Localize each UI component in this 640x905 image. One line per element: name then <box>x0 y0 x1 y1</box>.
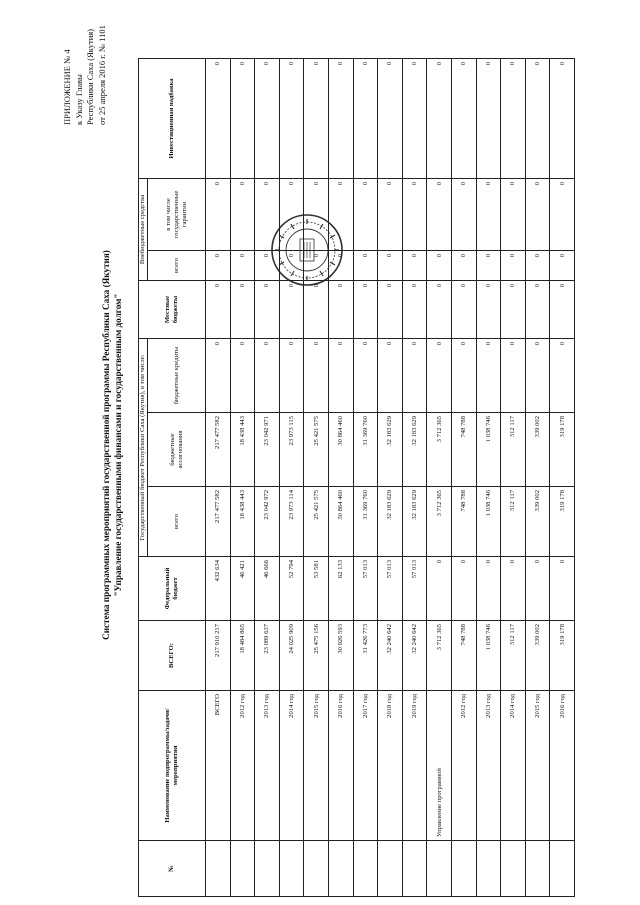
table-cell-name: 2014 год <box>501 691 526 841</box>
table-cell-rs-alloc: 25 421 575 <box>304 413 329 487</box>
table-cell-rs-alloc: 3 712 365 <box>427 413 452 487</box>
table-cell-extra-guarantee: 0 <box>501 179 526 251</box>
table-cell-local: 0 <box>304 281 329 339</box>
table-cell-rs-all: 30 864 460 <box>328 487 353 557</box>
table-cell-extra-guarantee: 0 <box>230 179 255 251</box>
table-cell-num <box>451 841 476 897</box>
table-cell-extra-guarantee: 0 <box>451 179 476 251</box>
table-cell-extra-guarantee: 0 <box>353 179 378 251</box>
table-cell-rs-credit: 0 <box>279 339 304 413</box>
table-cell-rs-credit: 0 <box>353 339 378 413</box>
table-cell-local: 0 <box>402 281 427 339</box>
table-cell-num <box>279 841 304 897</box>
table-cell-federal: 46 666 <box>255 557 280 621</box>
table-cell-federal: 0 <box>451 557 476 621</box>
table-cell-num <box>427 841 452 897</box>
table-cell-rs-alloc: 23 042 971 <box>255 413 280 487</box>
table-cell-federal: 0 <box>525 557 550 621</box>
document-title <box>100 25 124 865</box>
table-cell-federal: 432 634 <box>206 557 231 621</box>
table-cell-local: 0 <box>427 281 452 339</box>
title-line-2: "Управление государственными финансами и государственным долгом" <box>113 293 123 597</box>
table-cell-invest: 0 <box>206 59 231 179</box>
table-cell-extra-guarantee: 0 <box>328 179 353 251</box>
table-cell-invest: 0 <box>279 59 304 179</box>
header-invest: Инвестиционная надбавка <box>139 59 206 179</box>
table-cell-extra-all: 0 <box>550 251 575 281</box>
table-cell-federal: 0 <box>501 557 526 621</box>
table-cell-federal: 0 <box>476 557 501 621</box>
table-cell-rs-alloc: 312 117 <box>501 413 526 487</box>
table-cell-local: 0 <box>255 281 280 339</box>
table-body <box>206 59 575 897</box>
table-cell-federal: 0 <box>427 557 452 621</box>
table-cell-local: 0 <box>501 281 526 339</box>
table-cell-rs-all: 23 973 114 <box>279 487 304 557</box>
table-cell-name: 2015 год <box>525 691 550 841</box>
table-cell-num <box>402 841 427 897</box>
table-cell-rs-alloc: 18 438 443 <box>230 413 255 487</box>
table-cell-rs-credit: 0 <box>328 339 353 413</box>
table-cell-num <box>501 841 526 897</box>
header-extra: Внебюджетные средства <box>139 179 148 281</box>
table-cell-num <box>378 841 403 897</box>
table-cell-federal: 46 421 <box>230 557 255 621</box>
table-cell-name: 2015 год <box>304 691 329 841</box>
table-row <box>378 59 403 897</box>
table-cell-rs-credit: 0 <box>378 339 403 413</box>
table-cell-extra-guarantee: 0 <box>427 179 452 251</box>
table-cell-rs-credit: 0 <box>255 339 280 413</box>
table-cell-num <box>550 841 575 897</box>
table-row <box>230 59 255 897</box>
table-cell-local: 0 <box>550 281 575 339</box>
table-cell-name: ВСЕГО <box>206 691 231 841</box>
table-cell-rs-alloc: 30 864 460 <box>328 413 353 487</box>
table-cell-rs-credit: 0 <box>476 339 501 413</box>
header-total: ВСЕГО: <box>139 621 206 691</box>
title-line-1: Система программных мероприятий государственной программы Республики Саха (Якутия) <box>101 250 111 640</box>
table-row <box>402 59 427 897</box>
table-cell-invest: 0 <box>255 59 280 179</box>
table-cell-rs-all: 748 788 <box>451 487 476 557</box>
table-cell-rs-all: 23 042 972 <box>255 487 280 557</box>
table-cell-invest: 0 <box>402 59 427 179</box>
header-num: № <box>139 841 206 897</box>
table-cell-extra-guarantee: 0 <box>476 179 501 251</box>
table-cell-rs-alloc: 1 038 746 <box>476 413 501 487</box>
table-cell-rs-credit: 0 <box>206 339 231 413</box>
table-cell-rs-credit: 0 <box>501 339 526 413</box>
table-cell-extra-guarantee: 0 <box>402 179 427 251</box>
table-cell-invest: 0 <box>378 59 403 179</box>
table-cell-rs-alloc: 31 369 760 <box>353 413 378 487</box>
table-cell-name: 2016 год <box>328 691 353 841</box>
table-cell-local: 0 <box>378 281 403 339</box>
table-cell-extra-all: 0 <box>501 251 526 281</box>
table-cell-rs-all: 32 183 629 <box>378 487 403 557</box>
table-cell-num <box>304 841 329 897</box>
table-cell-num <box>476 841 501 897</box>
table-cell-local: 0 <box>230 281 255 339</box>
table-cell-total: 319 178 <box>550 621 575 691</box>
header-rs-budget: Государственный бюджет Республики Саха (Якутия), в том числе: <box>139 339 148 557</box>
table-cell-invest: 0 <box>304 59 329 179</box>
header-extra-guarantee: в том числе государственные гарантии <box>148 179 206 251</box>
table-cell-num <box>328 841 353 897</box>
table-cell-name: 2016 год <box>550 691 575 841</box>
table-cell-extra-guarantee: 0 <box>525 179 550 251</box>
table-cell-rs-all: 32 183 629 <box>402 487 427 557</box>
table-cell-federal: 52 794 <box>279 557 304 621</box>
table-cell-rs-alloc: 339 002 <box>525 413 550 487</box>
table-cell-invest: 0 <box>476 59 501 179</box>
header-rs-alloc: бюджетные ассигнования <box>148 413 206 487</box>
table-cell-rs-credit: 0 <box>550 339 575 413</box>
table-row <box>501 59 526 897</box>
table-cell-invest: 0 <box>230 59 255 179</box>
table-cell-invest: 0 <box>451 59 476 179</box>
table-cell-local: 0 <box>279 281 304 339</box>
header-local: Местные бюджеты <box>139 281 206 339</box>
table-cell-name: 2012 год <box>230 691 255 841</box>
table-row <box>427 59 452 897</box>
table-cell-extra-guarantee: 0 <box>378 179 403 251</box>
header-rs-all: всего <box>148 487 206 557</box>
table-cell-name: 2019 год <box>402 691 427 841</box>
table-cell-rs-credit: 0 <box>451 339 476 413</box>
table-cell-rs-credit: 0 <box>525 339 550 413</box>
table-cell-invest: 0 <box>501 59 526 179</box>
table-cell-rs-alloc: 32 183 629 <box>378 413 403 487</box>
header-extra-all: всего <box>148 251 206 281</box>
table-cell-rs-alloc: 217 477 582 <box>206 413 231 487</box>
appendix-line: Республики Саха (Якутия) <box>85 28 95 125</box>
table-cell-rs-alloc: 32 183 629 <box>402 413 427 487</box>
table-cell-rs-credit: 0 <box>304 339 329 413</box>
table-cell-total: 1 038 746 <box>476 621 501 691</box>
table-cell-extra-guarantee: 0 <box>279 179 304 251</box>
table-cell-num <box>206 841 231 897</box>
data-table <box>138 58 575 897</box>
table-row <box>476 59 501 897</box>
table-cell-rs-all: 25 421 575 <box>304 487 329 557</box>
appendix-line: от 25 апреля 2016 г. № 1101 <box>96 25 107 125</box>
table-cell-invest: 0 <box>353 59 378 179</box>
table-cell-rs-all: 18 438 443 <box>230 487 255 557</box>
table-cell-name: 2017 год <box>353 691 378 841</box>
table-cell-rs-alloc: 319 178 <box>550 413 575 487</box>
program-measures-table <box>138 59 575 897</box>
table-cell-total: 32 240 642 <box>402 621 427 691</box>
table-cell-rs-all: 31 369 760 <box>353 487 378 557</box>
table-cell-rs-credit: 0 <box>427 339 452 413</box>
table-cell-federal: 62 133 <box>328 557 353 621</box>
table-cell-local: 0 <box>206 281 231 339</box>
table-cell-total: 217 910 217 <box>206 621 231 691</box>
table-row <box>328 59 353 897</box>
table-cell-rs-credit: 0 <box>402 339 427 413</box>
table-cell-extra-all: 0 <box>206 251 231 281</box>
table-cell-total: 748 788 <box>451 621 476 691</box>
table-cell-federal: 53 581 <box>304 557 329 621</box>
table-cell-extra-guarantee: 0 <box>255 179 280 251</box>
table-cell-total: 339 002 <box>525 621 550 691</box>
table-cell-extra-guarantee: 0 <box>550 179 575 251</box>
table-cell-rs-alloc: 748 788 <box>451 413 476 487</box>
header-federal: Федеральный бюджет <box>139 557 206 621</box>
table-row <box>255 59 280 897</box>
table-cell-invest: 0 <box>427 59 452 179</box>
table-row <box>550 59 575 897</box>
table-cell-total: 24 025 909 <box>279 621 304 691</box>
table-cell-local: 0 <box>451 281 476 339</box>
table-cell-rs-all: 1 038 746 <box>476 487 501 557</box>
table-cell-extra-all: 0 <box>476 251 501 281</box>
appendix-line: ПРИЛОЖЕНИЕ № 4 <box>62 49 72 125</box>
table-cell-federal: 0 <box>550 557 575 621</box>
table-cell-extra-all: 0 <box>402 251 427 281</box>
table-cell-num <box>525 841 550 897</box>
table-cell-invest: 0 <box>525 59 550 179</box>
table-cell-extra-all: 0 <box>451 251 476 281</box>
header-name: Наименование подпрограммы/задачи/мероприятия <box>139 691 206 841</box>
table-cell-invest: 0 <box>550 59 575 179</box>
table-cell-federal: 57 013 <box>353 557 378 621</box>
table-cell-extra-guarantee: 0 <box>304 179 329 251</box>
table-cell-extra-all: 0 <box>304 251 329 281</box>
table-cell-rs-all: 319 178 <box>550 487 575 557</box>
table-cell-total: 23 089 637 <box>255 621 280 691</box>
table-cell-extra-all: 0 <box>427 251 452 281</box>
table-row <box>353 59 378 897</box>
table-row <box>525 59 550 897</box>
table-cell-num <box>255 841 280 897</box>
table-cell-num <box>230 841 255 897</box>
table-cell-rs-all: 312 117 <box>501 487 526 557</box>
table-cell-rs-credit: 0 <box>230 339 255 413</box>
table-row <box>451 59 476 897</box>
table-cell-federal: 57 013 <box>378 557 403 621</box>
table-cell-rs-alloc: 23 973 115 <box>279 413 304 487</box>
appendix-line: к Указу Главы <box>73 74 84 125</box>
table-cell-local: 0 <box>525 281 550 339</box>
table-cell-invest: 0 <box>328 59 353 179</box>
table-cell-name: 2013 год <box>255 691 280 841</box>
table-cell-name: 2013 год <box>476 691 501 841</box>
table-cell-rs-all: 217 477 582 <box>206 487 231 557</box>
table-cell-total: 30 926 593 <box>328 621 353 691</box>
table-cell-rs-all: 339 002 <box>525 487 550 557</box>
table-cell-rs-all: 3 712 365 <box>427 487 452 557</box>
table-row <box>304 59 329 897</box>
table-cell-local: 0 <box>353 281 378 339</box>
table-cell-name: 2018 год <box>378 691 403 841</box>
table-cell-name: Управление программой <box>427 691 452 841</box>
table-cell-extra-all: 0 <box>255 251 280 281</box>
table-row <box>206 59 231 897</box>
table-cell-local: 0 <box>328 281 353 339</box>
table-cell-name: 2014 год <box>279 691 304 841</box>
table-cell-total: 3 712 365 <box>427 621 452 691</box>
header-rs-credit: бюджетные кредиты <box>148 339 206 413</box>
table-cell-total: 18 484 865 <box>230 621 255 691</box>
table-cell-extra-all: 0 <box>378 251 403 281</box>
table-cell-total: 312 117 <box>501 621 526 691</box>
table-cell-total: 32 240 642 <box>378 621 403 691</box>
table-cell-federal: 57 013 <box>402 557 427 621</box>
table-cell-extra-all: 0 <box>353 251 378 281</box>
table-cell-num <box>353 841 378 897</box>
table-cell-extra-all: 0 <box>328 251 353 281</box>
table-cell-name: 2012 год <box>451 691 476 841</box>
table-cell-total: 31 426 773 <box>353 621 378 691</box>
table-cell-extra-all: 0 <box>230 251 255 281</box>
table-row <box>279 59 304 897</box>
table-cell-extra-all: 0 <box>525 251 550 281</box>
table-cell-local: 0 <box>476 281 501 339</box>
table-cell-total: 25 475 156 <box>304 621 329 691</box>
table-cell-extra-guarantee: 0 <box>206 179 231 251</box>
table-cell-extra-all: 0 <box>279 251 304 281</box>
